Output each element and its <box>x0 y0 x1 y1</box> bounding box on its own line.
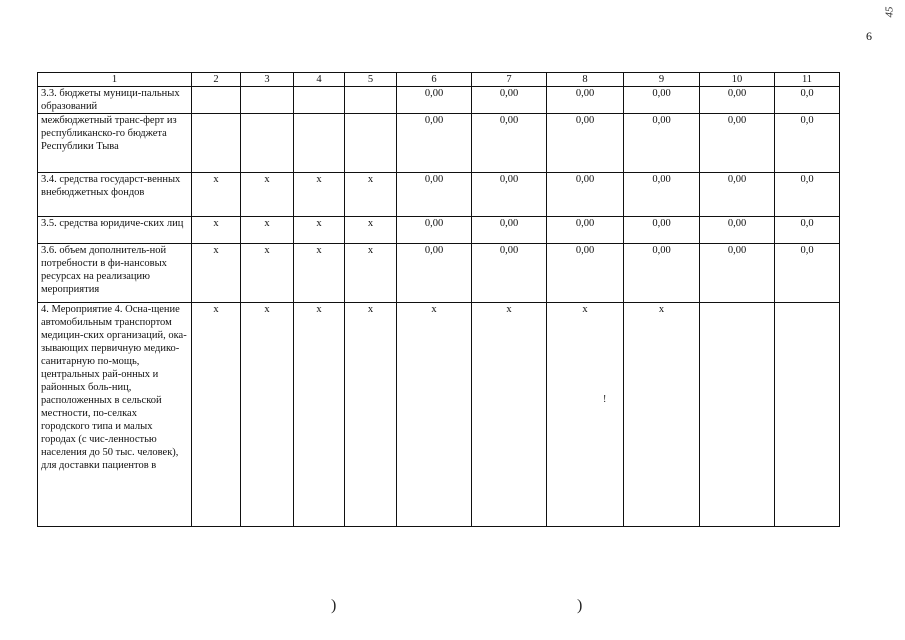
table-cell: 0,00 <box>472 173 547 217</box>
table-row <box>38 173 840 217</box>
table-cell <box>294 87 345 114</box>
table-row <box>38 114 840 173</box>
column-header: 3 <box>241 73 294 87</box>
table-cell: 0,00 <box>700 217 775 244</box>
table-cell: x <box>241 217 294 244</box>
table-cell: x <box>241 244 294 303</box>
table-cell <box>192 114 241 173</box>
table-cell: 0,00 <box>624 87 700 114</box>
table-cell <box>241 114 294 173</box>
header-row <box>38 73 840 87</box>
table-cell: 0,00 <box>472 244 547 303</box>
table-cell <box>192 87 241 114</box>
handwritten-mark: 45 <box>883 6 896 18</box>
table-cell: x <box>192 303 241 527</box>
table-cell: x <box>241 303 294 527</box>
table-cell: x <box>294 244 345 303</box>
table-cell: x <box>345 244 397 303</box>
table-cell: x <box>294 303 345 527</box>
table-cell: 0,00 <box>547 173 624 217</box>
table-cell: 0,00 <box>472 217 547 244</box>
table-cell: 0,0 <box>775 244 840 303</box>
row-label: 3.3. бюджеты муници-пальных образований <box>38 87 192 114</box>
table-cell: x <box>547 303 624 527</box>
table-cell: 0,00 <box>547 217 624 244</box>
table-cell: 0,0 <box>775 114 840 173</box>
column-header: 1 <box>38 73 192 87</box>
table-cell: 0,00 <box>700 173 775 217</box>
table-row <box>38 303 840 527</box>
table-cell: x <box>192 217 241 244</box>
table-cell: 0,00 <box>624 114 700 173</box>
table-cell: 0,00 <box>547 87 624 114</box>
table-cell: 0,00 <box>472 114 547 173</box>
table-cell: x <box>472 303 547 527</box>
row-label: 3.4. средства государст-венных внебюджетных фондов <box>38 173 192 217</box>
table-cell: 0,0 <box>775 173 840 217</box>
table-cell: 0,00 <box>397 87 472 114</box>
table-cell <box>345 114 397 173</box>
row-label: межбюджетный транс-ферт из республиканско-го бюджета Республики Тыва <box>38 114 192 173</box>
row-label: 3.6. объем дополнитель-ной потребности в фи-нансовых ресурсах на реализацию мероприятия <box>38 244 192 303</box>
table-cell <box>294 114 345 173</box>
column-header: 7 <box>472 73 547 87</box>
table-cell: x <box>294 173 345 217</box>
table-cell: 0,00 <box>397 217 472 244</box>
table-cell: 0,00 <box>397 173 472 217</box>
stray-mark: ! <box>603 394 607 405</box>
column-header: 5 <box>345 73 397 87</box>
column-header: 10 <box>700 73 775 87</box>
table-cell <box>775 303 840 527</box>
table-cell: 0,0 <box>775 217 840 244</box>
table-cell: 0,0 <box>775 87 840 114</box>
row-label: 3.5. средства юридиче-ских лиц <box>38 217 192 244</box>
table-cell: 0,00 <box>472 87 547 114</box>
column-header: 11 <box>775 73 840 87</box>
table-cell: 0,00 <box>700 114 775 173</box>
table-cell: x <box>345 217 397 244</box>
table-cell: 0,00 <box>547 244 624 303</box>
table-cell: x <box>241 173 294 217</box>
table-cell: x <box>294 217 345 244</box>
table-cell: 0,00 <box>547 114 624 173</box>
column-header: 8 <box>547 73 624 87</box>
table-cell: 0,00 <box>700 244 775 303</box>
table-cell <box>700 303 775 527</box>
stray-mark: ) <box>577 597 583 614</box>
table-cell: 0,00 <box>624 217 700 244</box>
row-label: 4. Мероприятие 4. Осна-щение автомобильным транспортом медицин-ских организаций, ока-зывающих первичную медико-санитарную по-мощь, центральных рай-онных и районных боль-ниц, расположенных в сельской местности, по-селках городского типа и малых городах (с чис-ленностью населения до 50 тыс. человек), для доставки пациентов в <box>38 303 192 527</box>
table-row <box>38 244 840 303</box>
table-cell: x <box>397 303 472 527</box>
table-cell: x <box>345 303 397 527</box>
table-cell: x <box>624 303 700 527</box>
table-row <box>38 217 840 244</box>
page-number: 6 <box>866 29 872 43</box>
column-header: 6 <box>397 73 472 87</box>
table-cell: 0,00 <box>397 114 472 173</box>
table-cell: 0,00 <box>397 244 472 303</box>
table-cell: x <box>345 173 397 217</box>
table-row <box>38 87 840 114</box>
column-header: 9 <box>624 73 700 87</box>
column-header: 4 <box>294 73 345 87</box>
table-cell: x <box>192 173 241 217</box>
table-cell: 0,00 <box>624 173 700 217</box>
budget-table <box>37 72 840 527</box>
table-cell: 0,00 <box>700 87 775 114</box>
table-cell <box>345 87 397 114</box>
table-cell: 0,00 <box>624 244 700 303</box>
table-cell <box>241 87 294 114</box>
stray-mark: ) <box>331 597 337 614</box>
column-header: 2 <box>192 73 241 87</box>
table-cell: x <box>192 244 241 303</box>
